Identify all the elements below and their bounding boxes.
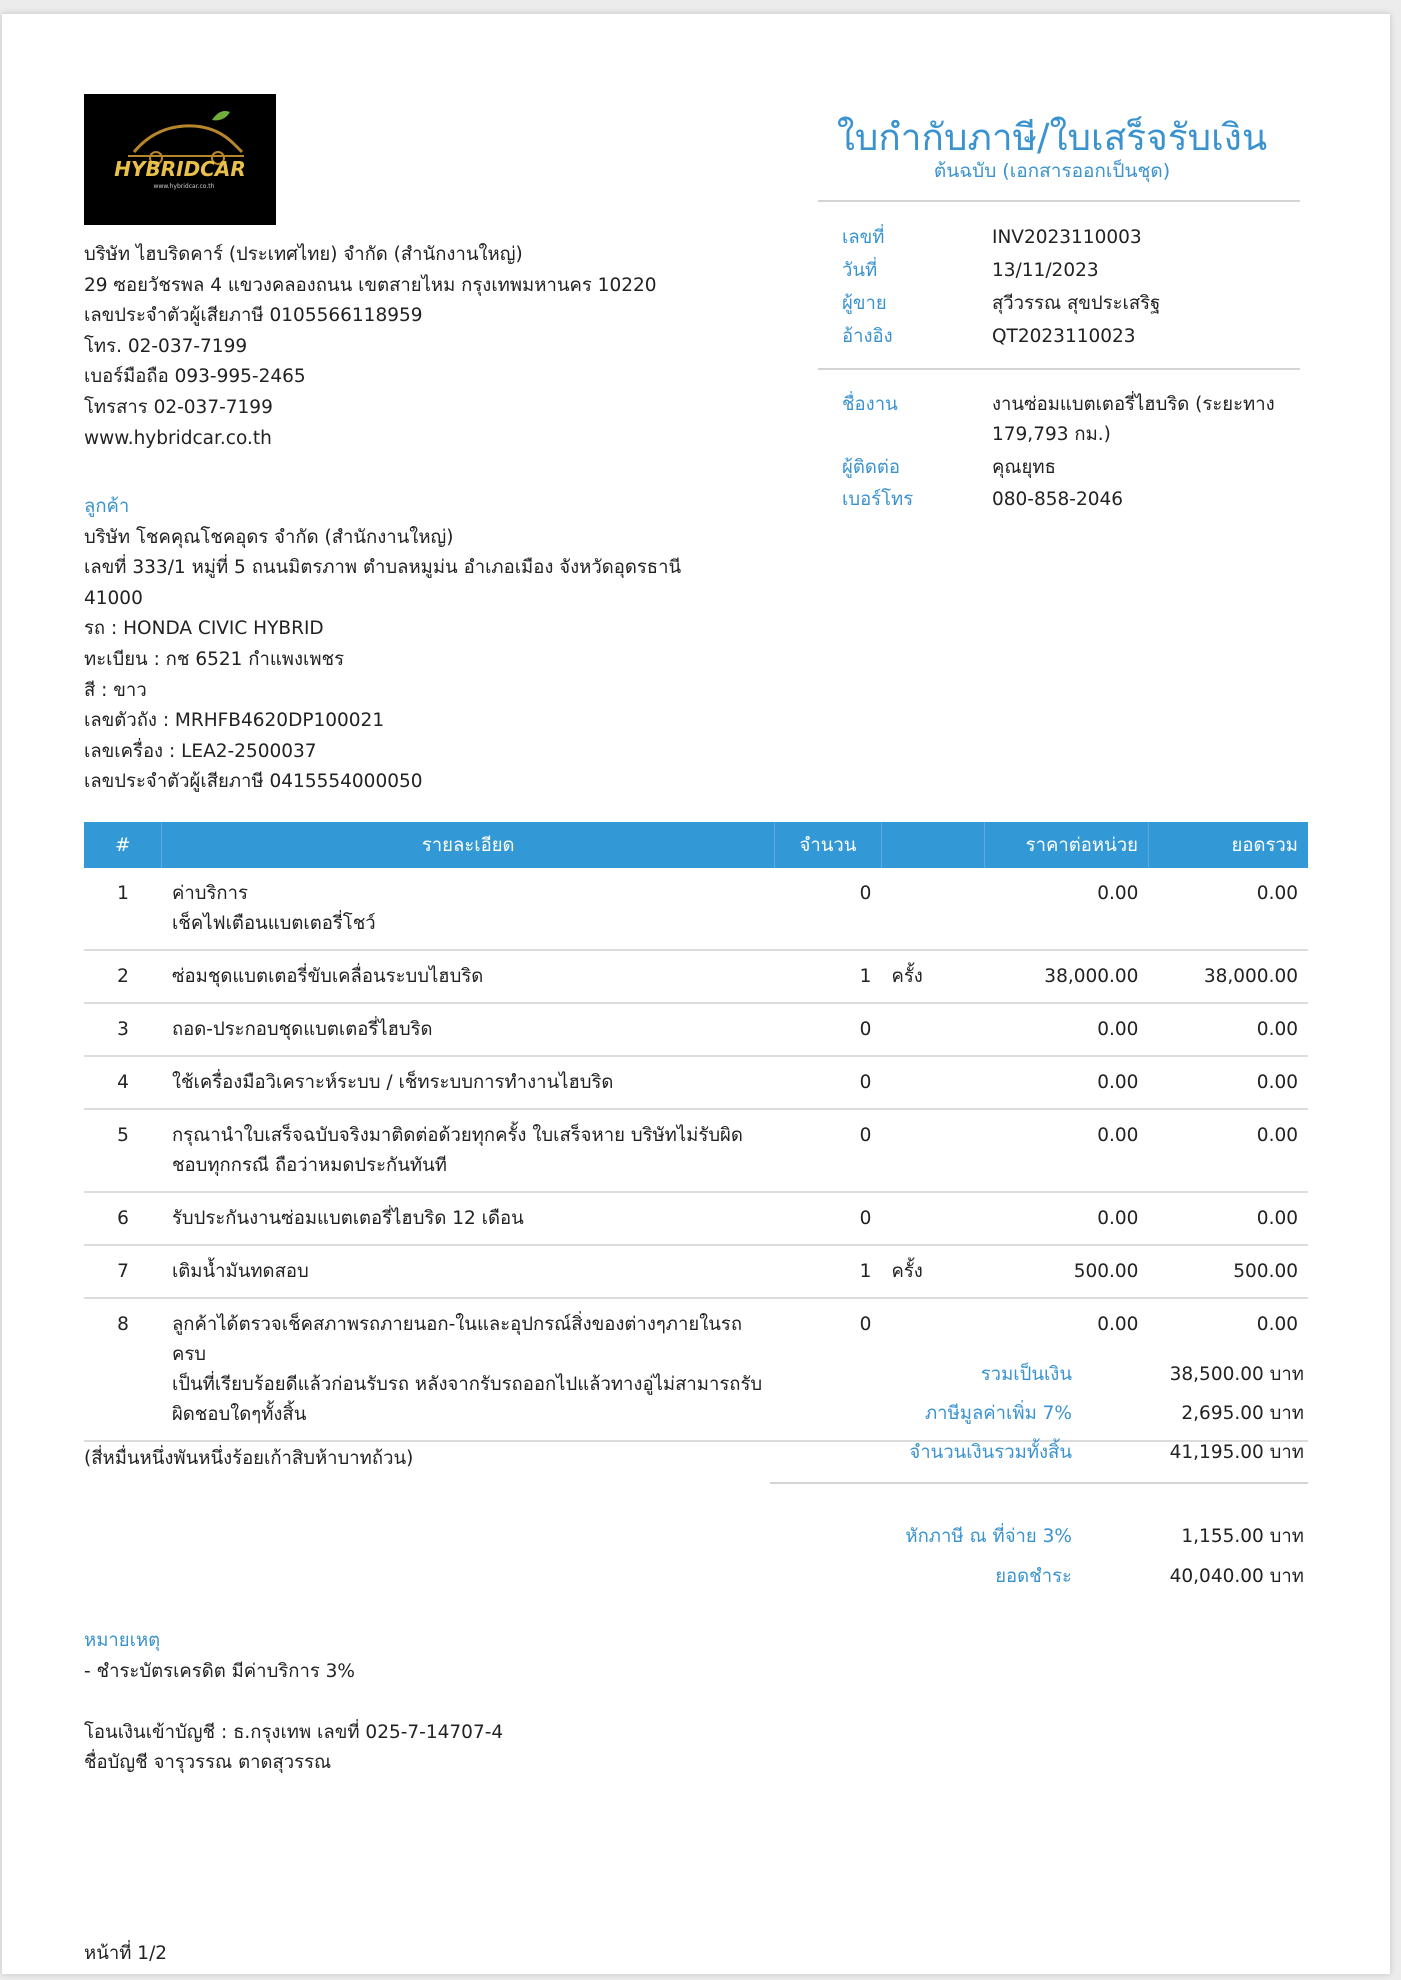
col-header-price: ราคาต่อหน่วย (984, 822, 1148, 868)
customer-line: สี : ขาว (84, 679, 147, 701)
row-qty: 0 (774, 1003, 881, 1056)
row-qty: 0 (774, 868, 881, 950)
row-desc (162, 1298, 775, 1441)
row-desc (162, 950, 775, 1003)
row-no: 3 (84, 1003, 162, 1056)
row-no: 1 (84, 868, 162, 950)
row-no: 8 (84, 1298, 162, 1441)
meta-label-date: วันที่ (842, 260, 878, 281)
table-row (84, 1056, 1308, 1109)
row-desc-line: เป็นที่เรียบร้อยดีแล้วก่อนรับรถ หลังจากรับรถออกไปแล้วทางอู่ไม่สามารถรับ (171, 1374, 763, 1395)
customer-info (84, 492, 724, 798)
row-total: 38,000.00 (1148, 950, 1308, 1003)
subtotal-label: รวมเป็นเงิน (980, 1364, 1072, 1385)
phone-label: เบอร์โทร (842, 489, 914, 510)
table-header-row (84, 822, 1308, 868)
company-line: 29 ซอยวัชรพล 4 แขวงคลองถนน เขตสายไหม กรุงเทพมหานคร 10220 (84, 274, 657, 296)
row-unit (881, 868, 984, 950)
col-header-unit (881, 822, 984, 868)
invoice-date: 13/11/2023 (992, 260, 1099, 281)
row-price: 0.00 (984, 1109, 1148, 1192)
invoice-page (2, 14, 1390, 1974)
row-price: 0.00 (984, 868, 1148, 950)
row-desc (162, 1109, 775, 1192)
amount-in-words: (สี่หมื่นหนึ่งพันหนึ่งร้อยเก้าสิบห้าบาทถ้วน) (84, 1448, 414, 1469)
row-desc (162, 1245, 775, 1298)
row-desc-line: ค่าบริการ (171, 883, 248, 904)
row-desc (162, 1192, 775, 1245)
row-unit (881, 1056, 984, 1109)
table-row (84, 868, 1308, 950)
vat-value: 2,695.00 บาท (1181, 1403, 1304, 1424)
document-subtitle: ต้นฉบับ (เอกสารออกเป็นชุด) (933, 160, 1171, 182)
row-unit (881, 1003, 984, 1056)
job-label: ชื่องาน (842, 394, 898, 415)
col-header-no: # (84, 822, 162, 868)
table-row (84, 1003, 1308, 1056)
contact-name: คุณยุทธ (992, 457, 1056, 478)
invoice-number: INV2023110003 (992, 227, 1142, 248)
table-row (84, 1192, 1308, 1245)
company-info (84, 240, 724, 454)
row-price: 0.00 (984, 1298, 1148, 1441)
vat-label: ภาษีมูลค่าเพิ่ม 7% (924, 1403, 1072, 1424)
contact-label: ผู้ติดต่อ (842, 457, 900, 478)
company-website: www.hybridcar.co.th (84, 427, 272, 449)
col-header-total: ยอดรวม (1148, 822, 1308, 868)
grand-total-label: จำนวนเงินรวมทั้งสิ้น (909, 1442, 1072, 1463)
row-unit: ครั้ง (881, 950, 984, 1003)
divider (818, 200, 1300, 202)
row-total: 0.00 (1148, 868, 1308, 950)
row-desc-line: เช็คไฟเตือนแบตเตอรี่โชว์ (171, 913, 376, 934)
row-desc (162, 1003, 775, 1056)
row-unit: ครั้ง (881, 1245, 984, 1298)
row-desc (162, 1056, 775, 1109)
items-table (84, 822, 1308, 1442)
meta-label-seller: ผู้ขาย (842, 293, 887, 314)
job-name-line: งานซ่อมแบตเตอรี่ไฮบริด (ระยะทาง (992, 394, 1275, 415)
row-no: 4 (84, 1056, 162, 1109)
company-line: โทร. 02-037-7199 (84, 335, 248, 357)
row-total: 0.00 (1148, 1192, 1308, 1245)
customer-line: เลขที่ 333/1 หมู่ที่ 5 ถนนมิตรภาพ ตำบลหมูม่น อำเภอเมือง จังหวัดอุดรธานี (84, 557, 682, 579)
company-line: เบอร์มือถือ 093-995-2465 (84, 366, 306, 388)
customer-line: เลขตัวถัง : MRHFB4620DP100021 (84, 710, 385, 732)
company-line: โทรสาร 02-037-7199 (84, 396, 273, 418)
row-desc-line: ใช้เครื่องมือวิเคราะห์ระบบ / เช็ทระบบการทำงานไฮบริด (171, 1072, 614, 1093)
row-desc-line: ชอบทุกกรณี ถือว่าหมดประกันทันที (171, 1155, 447, 1176)
row-desc (162, 868, 775, 950)
row-desc-line: รับประกันงานซ่อมแบตเตอรี่ไฮบริด 12 เดือน (171, 1208, 524, 1229)
row-qty: 0 (774, 1056, 881, 1109)
row-price: 38,000.00 (984, 950, 1148, 1003)
row-price: 0.00 (984, 1056, 1148, 1109)
row-unit (881, 1109, 984, 1192)
row-desc-line: ถอด-ประกอบชุดแบตเตอรี่ไฮบริด (171, 1019, 433, 1040)
page-number: หน้าที่ 1/2 (84, 1943, 168, 1964)
row-total: 0.00 (1148, 1298, 1308, 1441)
reference-number: QT2023110023 (992, 326, 1136, 347)
company-line: บริษัท ไฮบริดคาร์ (ประเทศไทย) จำกัด (สำนักงานใหญ่) (84, 244, 523, 265)
bank-account-line: โอนเงินเข้าบัญชี : ธ.กรุงเทพ เลขที่ 025-7-14707-4 (84, 1722, 504, 1743)
row-no: 7 (84, 1245, 162, 1298)
row-qty: 0 (774, 1298, 881, 1441)
row-price: 0.00 (984, 1003, 1148, 1056)
row-no: 5 (84, 1109, 162, 1192)
customer-line: บริษัท โชคคุณโชคอุดร จำกัด (สำนักงานใหญ่) (84, 526, 454, 548)
row-no: 2 (84, 950, 162, 1003)
job-name (992, 390, 1312, 450)
meta-label-reference: อ้างอิง (842, 326, 893, 347)
amount-due-value: 40,040.00 บาท (1169, 1566, 1304, 1587)
company-line: เลขประจำตัวผู้เสียภาษี 0105566118959 (84, 305, 423, 327)
company-logo (84, 94, 276, 225)
customer-line: เลขประจำตัวผู้เสียภาษี 0415554000050 (84, 771, 423, 793)
seller-name: สุวีวรรณ สุขประเสริฐ (992, 293, 1161, 314)
table-row (84, 950, 1308, 1003)
table-row (84, 1109, 1308, 1192)
row-total: 0.00 (1148, 1109, 1308, 1192)
row-no: 6 (84, 1192, 162, 1245)
account-name-line: ชื่อบัญชี จารุวรรณ ตาดสุวรรณ (84, 1752, 332, 1773)
col-header-desc: รายละเอียด (162, 822, 775, 868)
customer-line: ทะเบียน : กช 6521 กำแพงเพชร (84, 648, 345, 670)
row-price: 0.00 (984, 1192, 1148, 1245)
amount-due-label: ยอดชำระ (995, 1566, 1072, 1587)
row-desc-line: ผิดชอบใดๆทั้งสิ้น (171, 1404, 307, 1425)
row-desc-line: เติมน้ำมันทดสอบ (171, 1261, 309, 1282)
row-unit (881, 1192, 984, 1245)
row-qty: 1 (774, 1245, 881, 1298)
row-total: 0.00 (1148, 1056, 1308, 1109)
job-name-line: 179,793 กม.) (992, 424, 1111, 445)
customer-line: 41000 (84, 587, 143, 609)
divider (770, 1482, 1308, 1484)
row-total: 500.00 (1148, 1245, 1308, 1298)
row-desc-line: ซ่อมชุดแบตเตอรี่ขับเคลื่อนระบบไฮบริด (171, 966, 484, 987)
divider (818, 368, 1300, 370)
grand-total-value: 41,195.00 บาท (1169, 1442, 1304, 1463)
notes-line: - ชำระบัตรเครดิต มีค่าบริการ 3% (84, 1661, 356, 1682)
logo-text: HYBRIDCAR (114, 157, 246, 181)
contact-phone: 080-858-2046 (992, 489, 1124, 510)
notes-heading: หมายเหตุ (84, 1630, 161, 1651)
customer-line: เลขเครื่อง : LEA2-2500037 (84, 740, 317, 762)
meta-label-number: เลขที่ (842, 227, 885, 248)
row-qty: 1 (774, 950, 881, 1003)
col-header-qty: จำนวน (774, 822, 881, 868)
row-desc-line: กรุณานำใบเสร็จฉบับจริงมาติดต่อด้วยทุกครั้ง ใบเสร็จหาย บริษัทไม่รับผิด (171, 1125, 743, 1146)
row-qty: 0 (774, 1109, 881, 1192)
row-qty: 0 (774, 1192, 881, 1245)
withholding-value: 1,155.00 บาท (1181, 1526, 1304, 1547)
customer-heading: ลูกค้า (84, 496, 130, 517)
row-price: 500.00 (984, 1245, 1148, 1298)
table-row (84, 1245, 1308, 1298)
subtotal-value: 38,500.00 บาท (1169, 1364, 1304, 1385)
document-title: ใบกำกับภาษี/ใบเสร็จรับเงิน (836, 116, 1268, 159)
logo-website: www.hybridcar.co.th (153, 183, 215, 190)
car-logo-icon (84, 94, 276, 225)
withholding-label: หักภาษี ณ ที่จ่าย 3% (905, 1526, 1072, 1547)
row-desc-line: ลูกค้าได้ตรวจเช็คสภาพรถภายนอก-ในและอุปกรณ์สิ่งของต่างๆภายในรถครบ (171, 1314, 743, 1365)
row-total: 0.00 (1148, 1003, 1308, 1056)
customer-line: รถ : HONDA CIVIC HYBRID (84, 618, 324, 640)
